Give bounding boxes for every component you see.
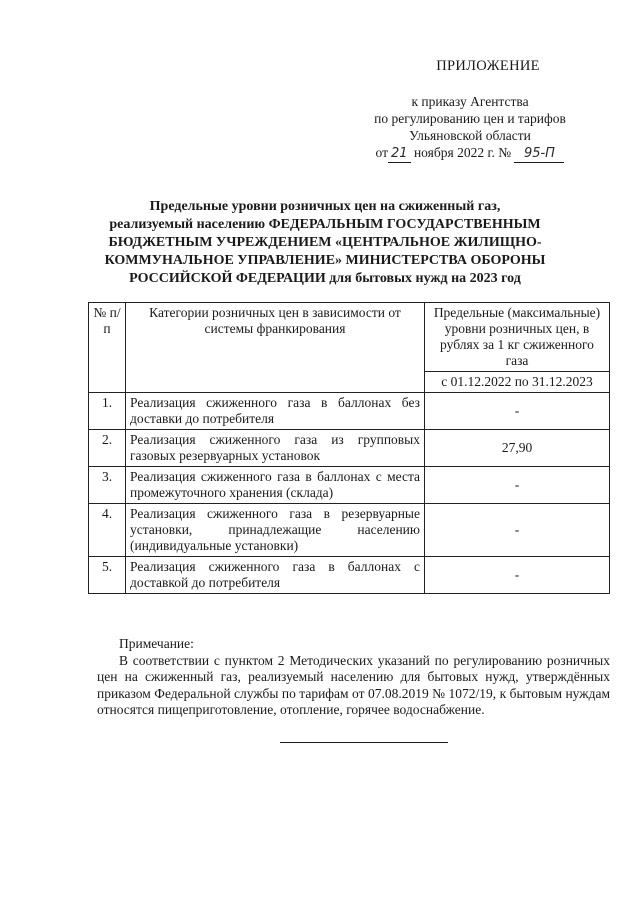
header-category: Категории розничных цен в зависимости от системы франкирования [126,303,425,393]
order-line-2: по регулированию цен и тарифов [374,111,566,126]
row-category [126,467,425,504]
note-body: В соответствии с пунктом 2 Методических указаний по регулированию розничных цен на сжиженный газ, реализуемый населению для бытовых нужд, утверждённых приказом Федеральной службы по тарифам от 07.08.2019 № 1072/19, к бытовым нуждам относятся пищеприготовление, отопление, горячее водоснабжение. [97,652,610,717]
row-price: - [425,467,610,504]
row-price: - [425,504,610,557]
closing-divider [280,742,448,743]
title-line-4: КОММУНАЛЬНОЕ УПРАВЛЕНИЕ» МИНИСТЕРСТВА ОБОРОНЫ [104,253,546,268]
title-line-3: БЮДЖЕТНЫМ УЧРЕЖДЕНИЕМ «ЦЕНТРАЛЬНОЕ ЖИЛИЩНО- [108,235,542,250]
order-date-line [330,144,610,163]
row-number: 4. [89,504,126,557]
date-rest: ноября 2022 г. № [413,145,512,160]
order-line-3: Ульяновской области [409,128,531,143]
row-category-text: Реализация сжиженного газа в баллонах без доставки до потребителя [130,395,420,426]
row-category-text: Реализация сжиженного газа в баллонах с места промежуточного хранения (склада) [130,469,420,500]
row-number: 5. [89,557,126,594]
appendix-header [330,58,610,163]
row-number: 3. [89,467,126,504]
row-price: - [425,393,610,430]
handwritten-day: 21 [388,145,411,163]
row-category [126,557,425,594]
row-price: 27,90 [425,430,610,467]
row-category [126,504,425,557]
title-line-1: Предельные уровни розничных цен на сжиженный газ, [149,199,501,214]
row-category-text: Реализация сжиженного газа в баллонах с доставкой до потребителя [130,559,420,590]
row-number: 1. [89,393,126,430]
row-category-text: Реализация сжиженного газа из групповых газовых резервуарных установок [130,432,420,463]
title-line-2: реализуемый населению ФЕДЕРАЛЬНЫМ ГОСУДАРСТВЕННЫМ [109,217,541,232]
note-section [97,636,610,719]
table-row [89,467,610,504]
note-label: Примечание: [119,636,194,651]
table-header-row [89,303,610,372]
table-row [89,504,610,557]
header-price: Предельные (максимальные) уровни розничных цен, в рублях за 1 кг сжиженного газа [425,303,610,372]
price-table [88,302,610,594]
document-title [90,198,560,288]
row-number: 2. [89,430,126,467]
table-row [89,393,610,430]
table-row [89,430,610,467]
header-num: № п/п [89,303,126,393]
row-category [126,393,425,430]
row-category [126,430,425,467]
order-line-1: к приказу Агентства [411,94,529,109]
row-category-text: Реализация сжиженного газа в резервуарные установки, принадлежащие населению (индивидуальные установки) [130,506,420,553]
title-line-5: РОССИЙСКОЙ ФЕДЕРАЦИИ для бытовых нужд на 2023 год [129,271,521,286]
date-prefix: от [375,145,389,160]
row-price: - [425,557,610,594]
handwritten-order-number: 95-П [514,145,564,163]
header-period: с 01.12.2022 по 31.12.2023 [425,372,610,393]
table-row [89,557,610,594]
appendix-title: ПРИЛОЖЕНИЕ [436,58,540,74]
